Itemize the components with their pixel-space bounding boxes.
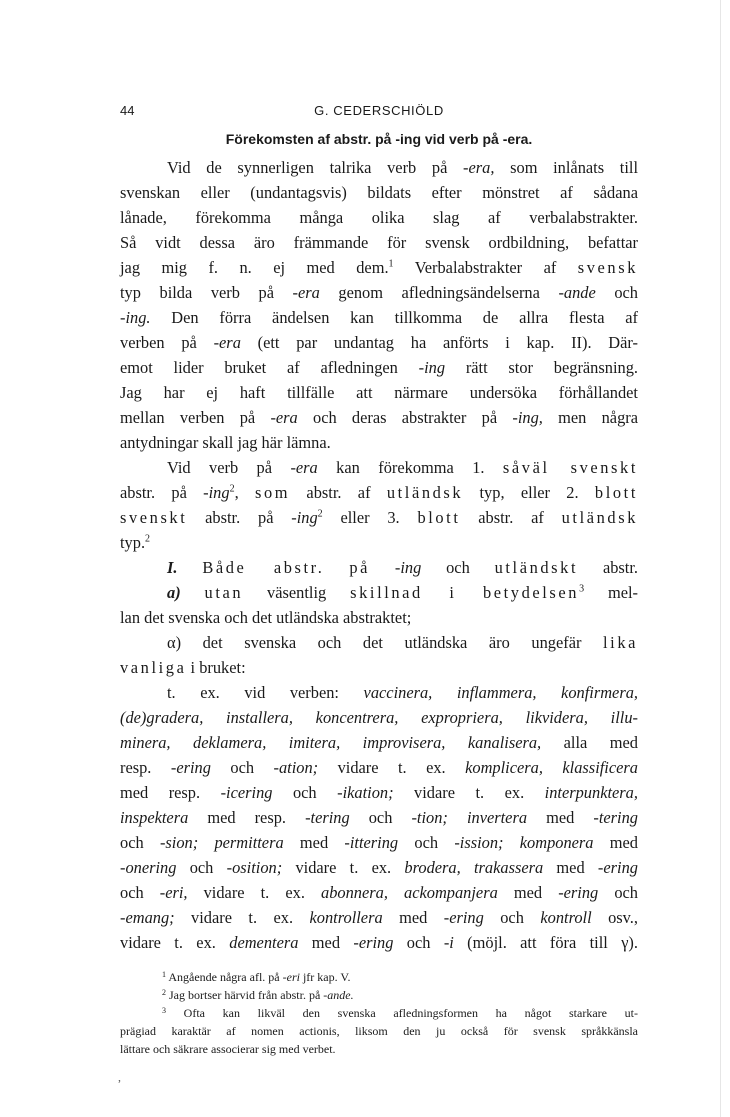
footnote-2: $^2$ Jag bortser härvid från abstr. på -ande. bbox=[162, 988, 354, 1002]
body-line: a) utan väsentlig skillnad i betydelsen$^3$ mel- bbox=[167, 583, 639, 602]
body-line: Vid de synnerligen talrika verb på -era, som inlånats till bbox=[167, 158, 638, 177]
body-line: α) det svenska och det utländska äro ungefär lika bbox=[167, 633, 638, 652]
body-line: Vid verb på -era kan förekomma 1. såväl svenskt bbox=[167, 458, 638, 477]
stray-mark: , bbox=[118, 1070, 121, 1084]
body-line: med resp. -icering och -ikation; vidare t. ex. interpunktera, bbox=[120, 783, 638, 802]
body-line: -emang; vidare t. ex. kontrollera med -ering och kontroll osv., bbox=[120, 908, 638, 927]
footnote-3-continued: prägiad karaktär af nomen actionis, liksom den ju också för svensk språkkänsla bbox=[120, 1024, 638, 1038]
body-line: och -eri, vidare t. ex. abonnera, ackompanjera med -ering och bbox=[120, 883, 638, 902]
body-line: och -sion; permittera med -ittering och -ission; komponera med bbox=[120, 833, 638, 852]
body-line: svenskt abstr. på -ing$^2$ eller 3. blott abstr. af utländsk bbox=[120, 508, 638, 527]
body-line: minera, deklamera, imitera, improvisera, kanalisera, alla med bbox=[120, 733, 638, 752]
body-line: emot lider bruket af afledningen -ing rätt stor begränsning. bbox=[120, 358, 638, 377]
running-title: G. CEDERSCHIÖLD bbox=[314, 103, 444, 118]
page-header bbox=[120, 101, 638, 121]
body-line: lan det svenska och det utländska abstraktet; bbox=[120, 608, 412, 627]
footnote-divider bbox=[120, 962, 638, 963]
footnote-1: $^1$ Angående några afl. på -eri jfr kap. V. bbox=[162, 970, 351, 984]
body-line: Så vidt dessa äro främmande för svensk ordbildning, befattar bbox=[120, 233, 638, 252]
body-line: t. ex. vid verben: vaccinera, inflammera, konfirmera, bbox=[167, 683, 638, 702]
body-line: -ing. Den förra ändelsen kan tillkomma de allra flesta af bbox=[120, 308, 638, 327]
body-line: vanliga i bruket: bbox=[120, 658, 246, 677]
body-line: lånade, förekomma många olika slag af verbalabstrakter. bbox=[120, 208, 638, 227]
footnote-3: $^3$ Ofta kan likväl den svenska afledningsformen ha något starkare ut- bbox=[162, 1006, 638, 1020]
body-line: vidare t. ex. dementera med -ering och -i (möjl. att föra till γ). bbox=[120, 933, 638, 952]
body-line: Jag har ej haft tillfälle att närmare undersöka förhållandet bbox=[120, 383, 638, 402]
body-line: (de)gradera, installera, koncentrera, expropriera, likvidera, illu- bbox=[120, 708, 638, 727]
footnote-3-end: lättare och säkrare associerar sig med verbet. bbox=[120, 1042, 336, 1056]
body-line: antydningar skall jag här lämna. bbox=[120, 433, 331, 452]
page-number: 44 bbox=[120, 103, 135, 118]
page-edge bbox=[720, 0, 721, 1117]
section-heading: Förekomsten af abstr. på -ing vid verb på -era. bbox=[225, 131, 533, 147]
body-line: verben på -era (ett par undantag ha anförts i kap. II). Där- bbox=[120, 333, 638, 352]
body-line: jag mig f. n. ej med dem.$^1$ Verbalabstrakter af svensk bbox=[120, 258, 638, 277]
body-line: resp. -ering och -ation; vidare t. ex. komplicera, klassificera bbox=[120, 758, 638, 777]
body-line: inspektera med resp. -tering och -tion; invertera med -tering bbox=[120, 808, 638, 827]
body-line: svenskan eller (undantagsvis) bildats efter mönstret af sådana bbox=[120, 183, 638, 202]
body-line: typ bilda verb på -era genom afledningsändelserna -ande och bbox=[120, 283, 638, 302]
body-line: mellan verben på -era och deras abstrakter på -ing, men några bbox=[120, 408, 638, 427]
body-line: I. Både abstr. på -ing och utländskt abstr. bbox=[167, 558, 638, 577]
body-line: -onering och -osition; vidare t. ex. brodera, trakassera med -ering bbox=[120, 858, 638, 877]
body-line: abstr. på -ing$^2$, som abstr. af utländsk typ, eller 2. blott bbox=[120, 483, 638, 502]
body-line: typ.$^2$ bbox=[120, 533, 151, 552]
